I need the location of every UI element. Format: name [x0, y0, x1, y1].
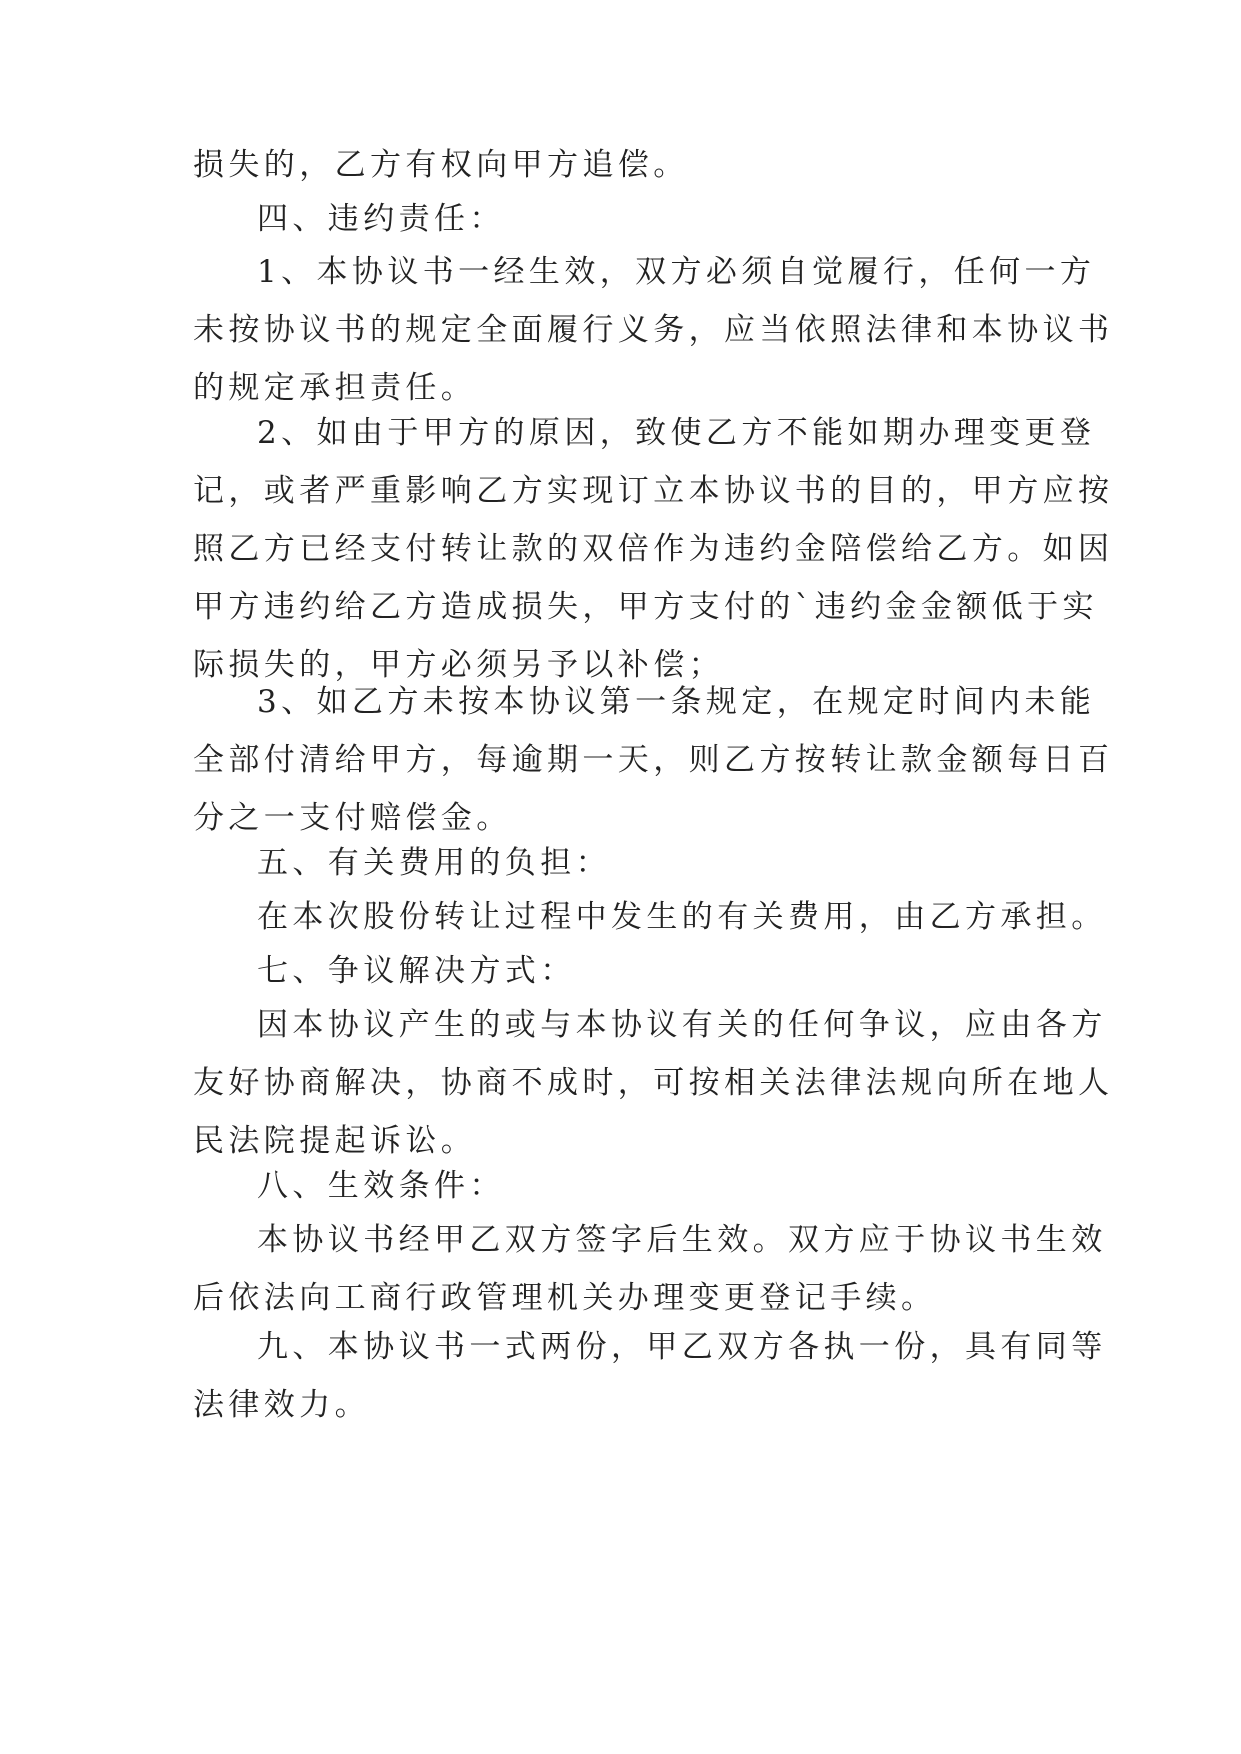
text-line: 2、如由于甲方的原因，致使乙方不能如期办理变更登 — [257, 415, 1096, 451]
text-line: 分之一支付赔偿金。 — [193, 800, 512, 836]
text-line: 未按协议书的规定全面履行义务，应当依照法律和本协议书 — [193, 312, 1114, 348]
paragraph-copies — [193, 1318, 1107, 1434]
section-heading: 四、违约责任： — [257, 201, 505, 237]
text-line: 1、本协议书一经生效，双方必须自觉履行，任何一方 — [257, 254, 1096, 290]
text-line: 在本次股份转让过程中发生的有关费用，由乙方承担。 — [257, 899, 1107, 935]
text-line: 3、如乙方未按本协议第一条规定，在规定时间内未能 — [257, 684, 1096, 720]
section-heading: 五、有关费用的负担： — [257, 845, 611, 881]
text-line: 际损失的，甲方必须另予以补偿； — [193, 647, 724, 683]
text-line: 民法院提起诉讼。 — [193, 1123, 477, 1159]
heading-effective — [193, 1157, 1063, 1215]
paragraph-dispute — [193, 996, 1114, 1170]
text-line: 甲方违约给乙方造成损失，甲方支付的`违约金金额低于实 — [193, 589, 1098, 625]
paragraph-liability-3 — [193, 673, 1114, 847]
paragraph-liability-1 — [193, 243, 1114, 417]
paragraph-loss-recovery — [193, 136, 1063, 194]
text-line: 全部付清给甲方，每逾期一天，则乙方按转让款金额每日百 — [193, 742, 1114, 778]
paragraph-liability-2 — [193, 404, 1114, 694]
heading-fees — [193, 834, 1063, 892]
text-line: 后依法向工商行政管理机关办理变更登记手续。 — [193, 1280, 937, 1316]
text-line: 记，或者严重影响乙方实现订立本协议书的目的，甲方应按 — [193, 473, 1114, 509]
text-line: 照乙方已经支付转让款的双倍作为违约金陪偿给乙方。如因 — [193, 531, 1114, 567]
text-line: 法律效力。 — [193, 1387, 370, 1423]
text-line: 九、本协议书一式两份，甲乙双方各执一份，具有同等 — [257, 1329, 1107, 1365]
heading-dispute — [193, 942, 1063, 1000]
text-line: 的规定承担责任。 — [193, 370, 477, 406]
section-heading: 七、争议解决方式： — [257, 953, 576, 989]
text-line: 损失的，乙方有权向甲方追偿。 — [193, 147, 689, 183]
heading-liability — [193, 190, 1063, 248]
paragraph-fees — [193, 888, 1107, 946]
text-line: 友好协商解决，协商不成时，可按相关法律法规向所在地人 — [193, 1065, 1114, 1101]
text-line: 本协议书经甲乙双方签字后生效。双方应于协议书生效 — [257, 1222, 1107, 1258]
section-heading: 八、生效条件： — [257, 1168, 505, 1204]
text-line: 因本协议产生的或与本协议有关的任何争议，应由各方 — [257, 1007, 1107, 1043]
paragraph-effective — [193, 1211, 1107, 1327]
